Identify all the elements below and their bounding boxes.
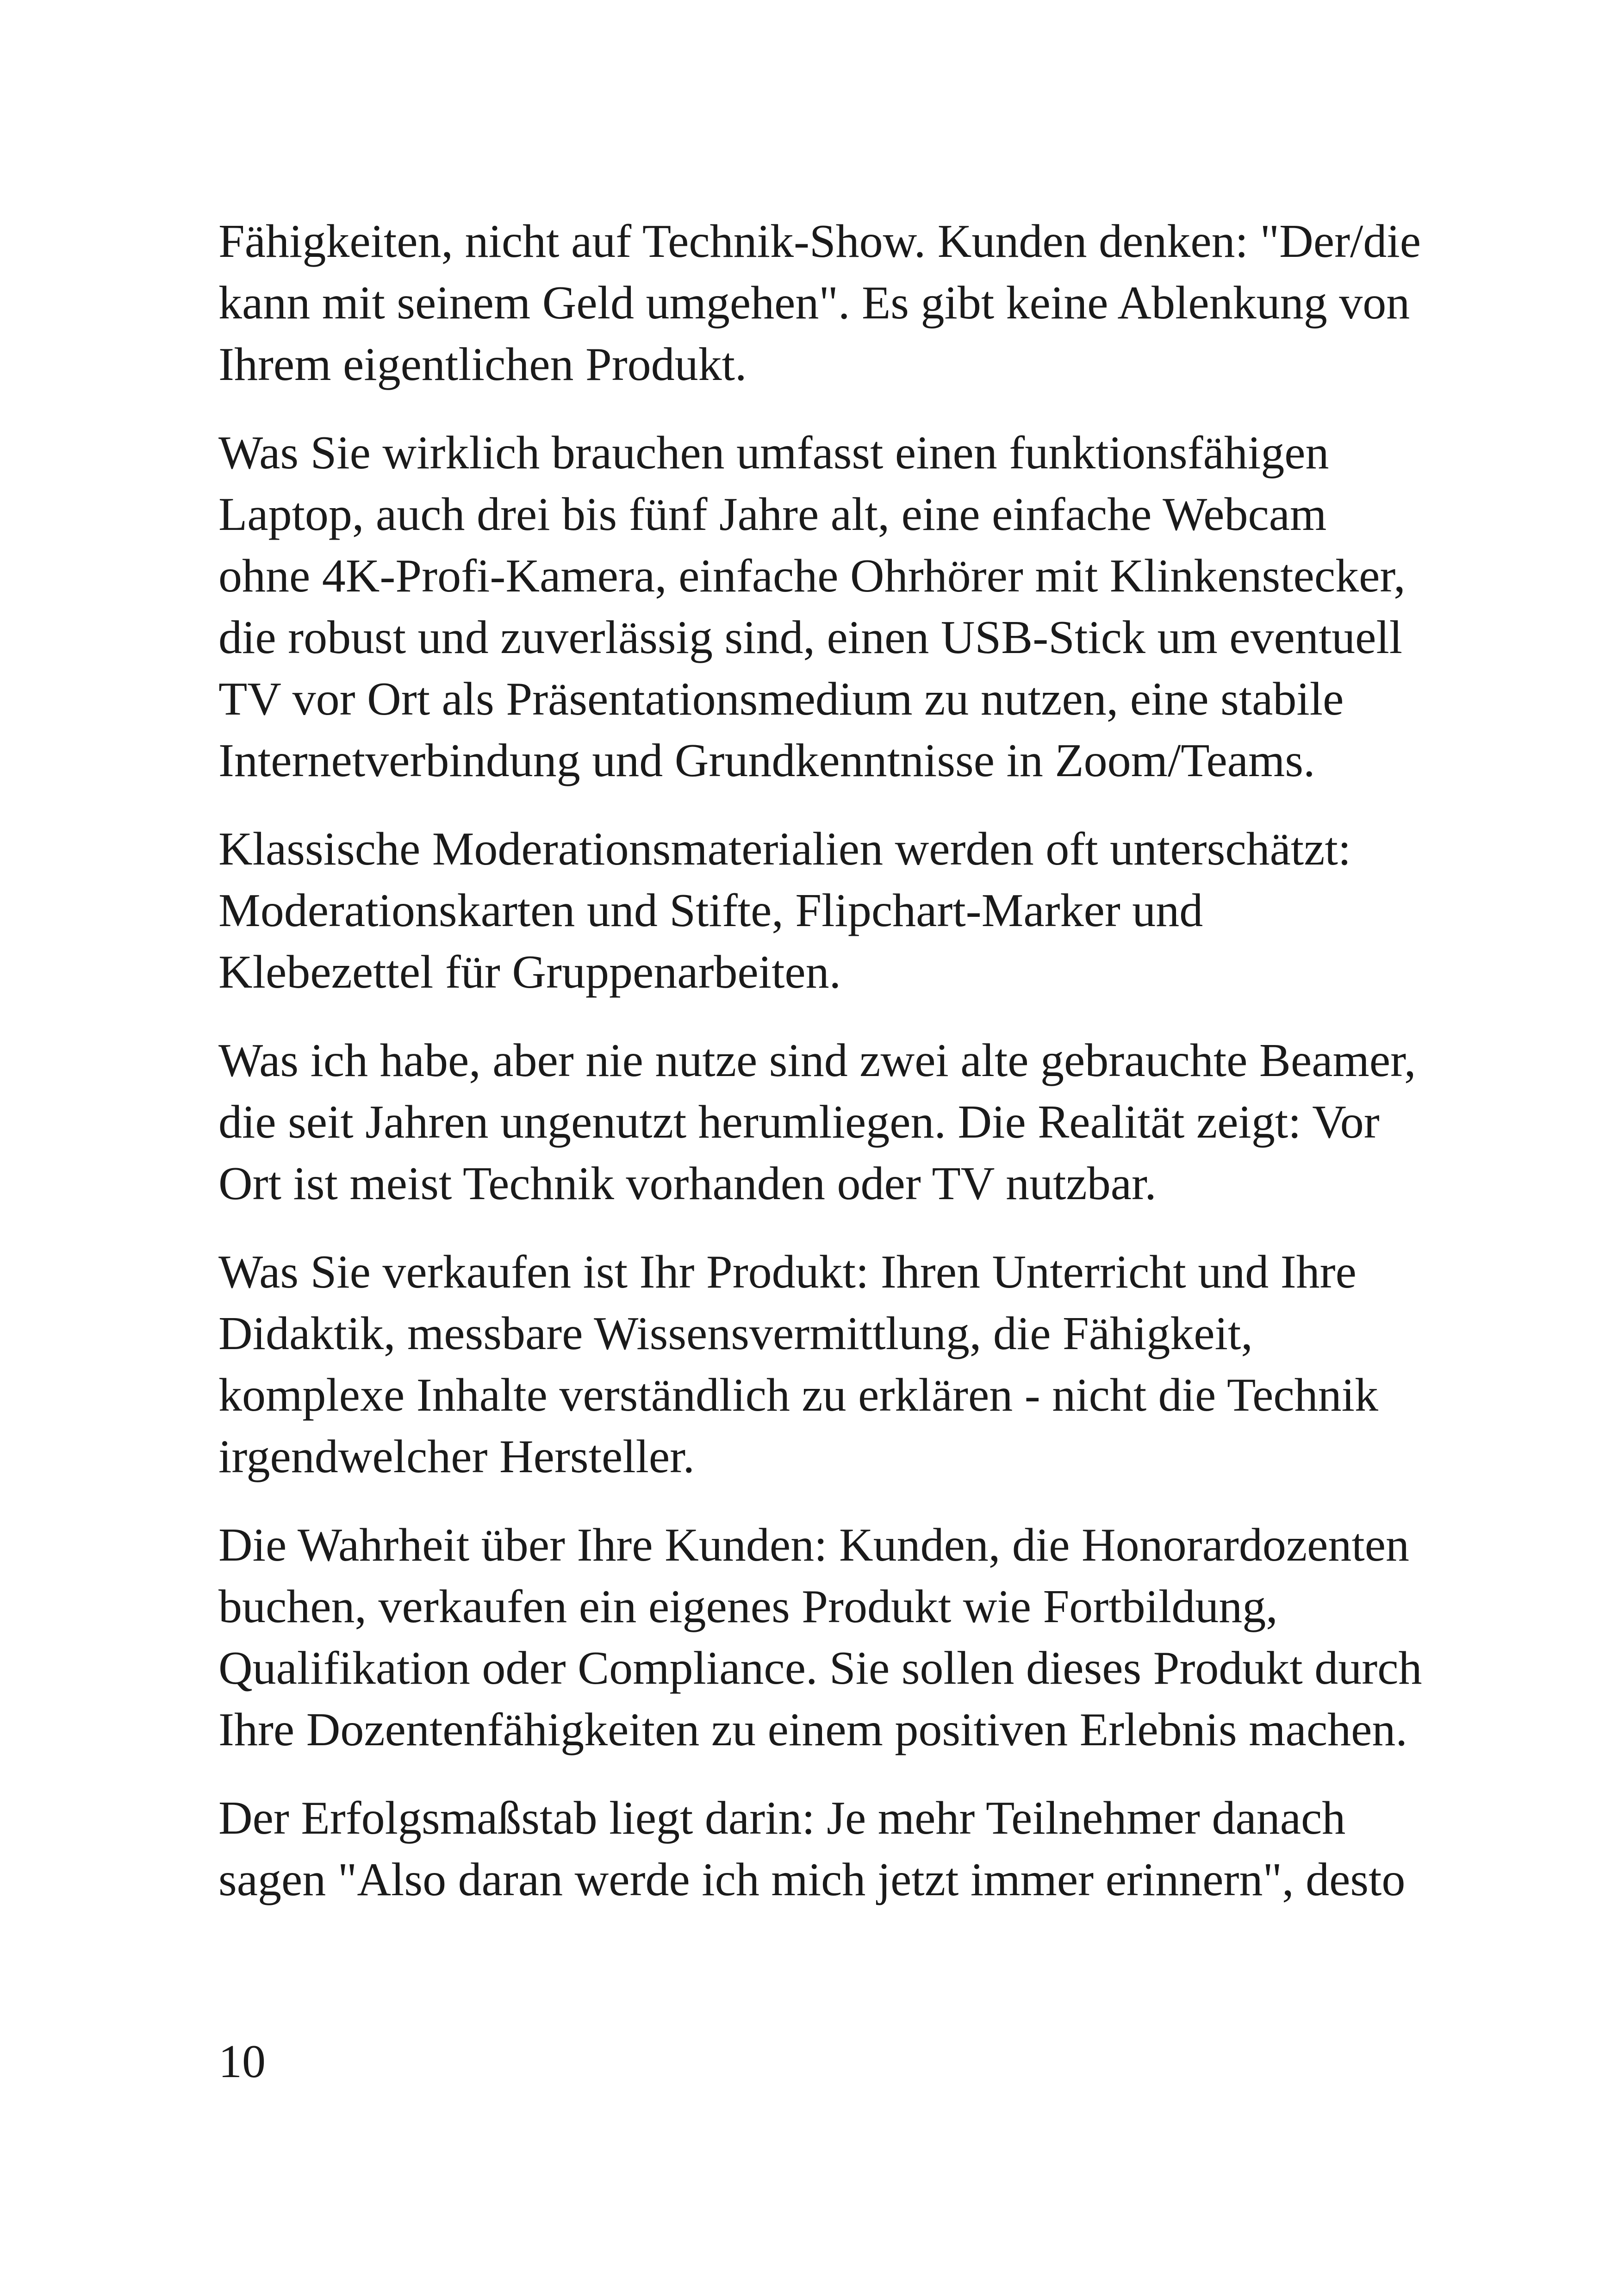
paragraph bbox=[218, 1030, 1417, 1214]
text-line: Laptop, auch drei bis fünf Jahre alt, eine einfache Webcam bbox=[218, 488, 1327, 541]
text-line: Fähigkeiten, nicht auf Technik-Show. Kunden denken: "Der/die bbox=[218, 215, 1421, 268]
paragraph bbox=[218, 818, 1417, 1003]
text-line: buchen, verkaufen ein eigenes Produkt wie Fortbildung, bbox=[218, 1580, 1278, 1633]
text-line: Was Sie verkaufen ist Ihr Produkt: Ihren Unterricht und Ihre bbox=[218, 1246, 1357, 1298]
text-line: Die Wahrheit über Ihre Kunden: Kunden, die Honorardozenten bbox=[218, 1519, 1410, 1571]
text-line: komplexe Inhalte verständlich zu erklären - nicht die Technik bbox=[218, 1369, 1379, 1421]
text-line: die seit Jahren ungenutzt herumliegen. Die Realität zeigt: Vor bbox=[218, 1096, 1380, 1148]
text-line: Ort ist meist Technik vorhanden oder TV nutzbar. bbox=[218, 1157, 1157, 1210]
text-line: Ihre Dozentenfähigkeiten zu einem positiven Erlebnis machen. bbox=[218, 1704, 1407, 1756]
text-line: Ihrem eigentlichen Produkt. bbox=[218, 338, 747, 391]
paragraph bbox=[218, 1241, 1417, 1487]
text-line: Klebezettel für Gruppenarbeiten. bbox=[218, 946, 841, 998]
text-line: Qualifikation oder Compliance. Sie sollen dieses Produkt durch bbox=[218, 1642, 1422, 1694]
body-text bbox=[218, 211, 1422, 1937]
paragraph bbox=[218, 1514, 1422, 1761]
text-line: Didaktik, messbare Wissensvermittlung, die Fähigkeit, bbox=[218, 1307, 1253, 1360]
paragraph bbox=[218, 211, 1421, 395]
text-line: Der Erfolgsmaßstab liegt darin: Je mehr Teilnehmer danach bbox=[218, 1792, 1346, 1844]
text-line: Was ich habe, aber nie nutze sind zwei alte gebrauchte Beamer, bbox=[218, 1034, 1416, 1087]
text-line: Internetverbindung und Grundkenntnisse in Zoom/Teams. bbox=[218, 734, 1315, 787]
paragraph bbox=[218, 422, 1417, 791]
text-line: ohne 4K-Profi-Kamera, einfache Ohrhörer mit Klinkenstecker, bbox=[218, 550, 1406, 602]
text-line: irgendwelcher Hersteller. bbox=[218, 1431, 695, 1483]
paragraph bbox=[218, 1787, 1417, 1910]
page-number: 10 bbox=[218, 2035, 266, 2088]
text-line: Moderationskarten und Stifte, Flipchart-Marker und bbox=[218, 884, 1203, 937]
text-line: Was Sie wirklich brauchen umfasst einen funktionsfähigen bbox=[218, 427, 1329, 479]
text-line: TV vor Ort als Präsentationsmedium zu nutzen, eine stabile bbox=[218, 673, 1344, 725]
text-line: die robust und zuverlässig sind, einen USB-Stick um eventuell bbox=[218, 611, 1403, 664]
text-line: Klassische Moderationsmaterialien werden oft unterschätzt: bbox=[218, 823, 1351, 875]
text-line: kann mit seinem Geld umgehen". Es gibt keine Ablenkung von bbox=[218, 277, 1410, 329]
text-line: sagen "Also daran werde ich mich jetzt immer erinnern", desto bbox=[218, 1854, 1406, 1906]
